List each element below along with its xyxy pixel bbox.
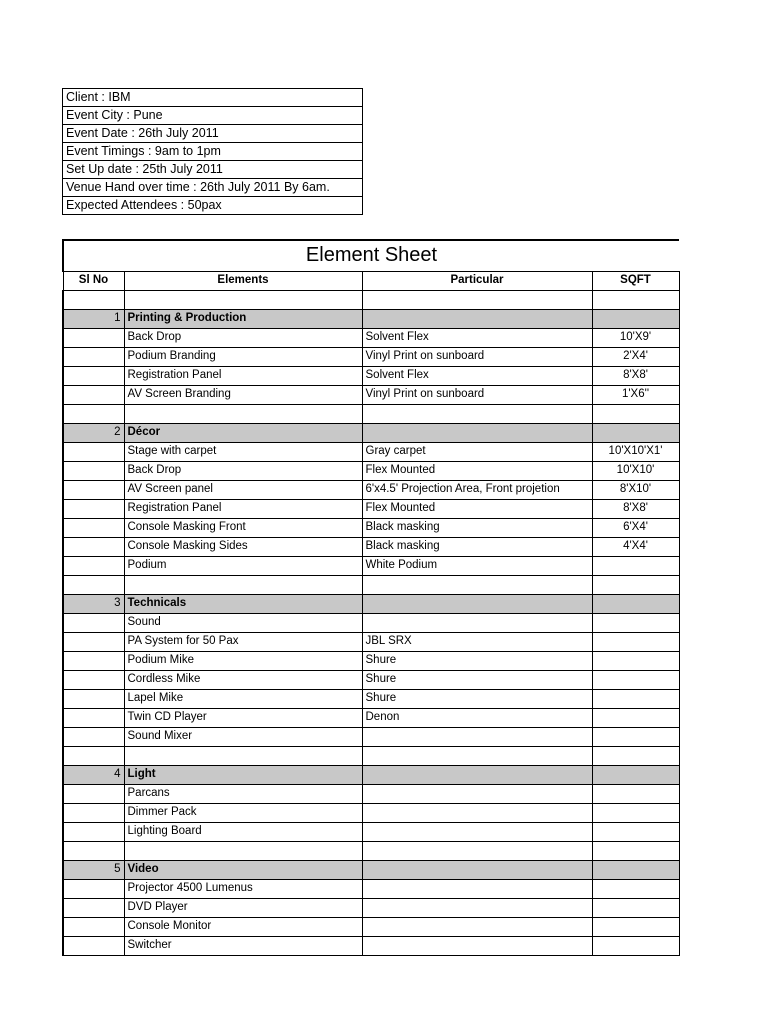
sqft-cell — [592, 879, 679, 898]
sl-no-cell — [63, 841, 124, 860]
sl-no-cell — [63, 328, 124, 347]
section-row — [63, 594, 679, 613]
element-cell: AV Screen Branding — [124, 385, 362, 404]
table-row — [63, 442, 679, 461]
particular-cell: Black masking — [362, 518, 592, 537]
particular-cell — [362, 423, 592, 442]
table-row — [63, 898, 679, 917]
particular-cell — [362, 594, 592, 613]
element-cell: Back Drop — [124, 328, 362, 347]
particular-cell: White Podium — [362, 556, 592, 575]
sqft-cell — [592, 309, 679, 328]
particular-cell: Vinyl Print on sunboard — [362, 385, 592, 404]
particular-cell — [362, 765, 592, 784]
sl-no-cell — [63, 347, 124, 366]
element-cell: Printing & Production — [124, 309, 362, 328]
info-cell: Venue Hand over time : 26th July 2011 By 6am. — [63, 179, 363, 197]
section-row — [63, 765, 679, 784]
particular-cell: Gray carpet — [362, 442, 592, 461]
particular-cell: Flex Mounted — [362, 499, 592, 518]
sqft-cell — [592, 727, 679, 746]
sl-no-cell — [63, 803, 124, 822]
table-row — [63, 784, 679, 803]
col-header-particular: Particular — [362, 271, 592, 290]
element-cell: Podium Branding — [124, 347, 362, 366]
sqft-cell — [592, 784, 679, 803]
table-row — [63, 879, 679, 898]
info-cell: Event Timings : 9am to 1pm — [63, 143, 363, 161]
particular-cell: Shure — [362, 689, 592, 708]
element-cell: Sound — [124, 613, 362, 632]
sl-no-cell: 3 — [63, 594, 124, 613]
sl-no-cell — [63, 518, 124, 537]
sl-no-cell — [63, 917, 124, 936]
sqft-cell — [592, 651, 679, 670]
sqft-cell — [592, 917, 679, 936]
element-cell — [124, 290, 362, 309]
table-row — [63, 480, 679, 499]
sqft-cell: 8'X8' — [592, 499, 679, 518]
sqft-cell — [592, 765, 679, 784]
element-cell: Dimmer Pack — [124, 803, 362, 822]
element-cell: Décor — [124, 423, 362, 442]
table-row — [63, 461, 679, 480]
col-header-sl-no: Sl No — [63, 271, 124, 290]
sqft-cell: 10'X10'X1' — [592, 442, 679, 461]
sqft-cell — [592, 556, 679, 575]
sl-no-cell — [63, 670, 124, 689]
sl-no-cell — [63, 290, 124, 309]
info-cell: Expected Attendees : 50pax — [63, 197, 363, 215]
element-cell: Projector 4500 Lumenus — [124, 879, 362, 898]
element-cell: Back Drop — [124, 461, 362, 480]
element-cell: Sound Mixer — [124, 727, 362, 746]
element-cell — [124, 746, 362, 765]
particular-cell — [362, 575, 592, 594]
particular-cell — [362, 803, 592, 822]
sl-no-cell — [63, 879, 124, 898]
sl-no-cell — [63, 651, 124, 670]
element-cell: Stage with carpet — [124, 442, 362, 461]
table-row — [63, 556, 679, 575]
sl-no-cell — [63, 784, 124, 803]
sl-no-cell — [63, 613, 124, 632]
element-cell: Parcans — [124, 784, 362, 803]
info-row — [63, 179, 363, 197]
sqft-cell — [592, 860, 679, 879]
blank-row — [63, 841, 679, 860]
table-row — [63, 917, 679, 936]
sl-no-cell — [63, 385, 124, 404]
element-cell: Switcher — [124, 936, 362, 955]
sqft-cell — [592, 689, 679, 708]
header-row — [63, 271, 679, 290]
sqft-cell — [592, 803, 679, 822]
sl-no-cell — [63, 480, 124, 499]
table-row — [63, 347, 679, 366]
element-cell — [124, 404, 362, 423]
sqft-cell — [592, 822, 679, 841]
table-row — [63, 499, 679, 518]
sl-no-cell — [63, 366, 124, 385]
info-cell: Set Up date : 25th July 2011 — [63, 161, 363, 179]
element-cell: Cordless Mike — [124, 670, 362, 689]
sl-no-cell: 5 — [63, 860, 124, 879]
sqft-cell — [592, 404, 679, 423]
particular-cell: Solvent Flex — [362, 328, 592, 347]
table-row — [63, 822, 679, 841]
particular-cell: 6'x4.5' Projection Area, Front projetion — [362, 480, 592, 499]
sqft-cell: 2'X4' — [592, 347, 679, 366]
table-row — [63, 632, 679, 651]
sl-no-cell — [63, 556, 124, 575]
table-row — [63, 670, 679, 689]
sqft-cell — [592, 575, 679, 594]
table-row — [63, 518, 679, 537]
element-cell: Podium — [124, 556, 362, 575]
sl-no-cell — [63, 936, 124, 955]
particular-cell — [362, 404, 592, 423]
sqft-cell: 8'X10' — [592, 480, 679, 499]
table-row — [63, 689, 679, 708]
particular-cell: JBL SRX — [362, 632, 592, 651]
sqft-cell: 10'X9' — [592, 328, 679, 347]
sqft-cell — [592, 708, 679, 727]
element-cell: AV Screen panel — [124, 480, 362, 499]
table-row — [63, 537, 679, 556]
sqft-cell — [592, 613, 679, 632]
element-cell: PA System for 50 Pax — [124, 632, 362, 651]
particular-cell — [362, 936, 592, 955]
table-row — [63, 366, 679, 385]
sqft-cell: 10'X10' — [592, 461, 679, 480]
sl-no-cell — [63, 537, 124, 556]
element-cell: Twin CD Player — [124, 708, 362, 727]
particular-cell — [362, 879, 592, 898]
info-row — [63, 89, 363, 107]
sl-no-cell — [63, 499, 124, 518]
element-cell: Console Masking Front — [124, 518, 362, 537]
particular-cell — [362, 290, 592, 309]
sheet-title: Element Sheet — [63, 240, 679, 271]
blank-row — [63, 575, 679, 594]
particular-cell — [362, 917, 592, 936]
element-cell: Lighting Board — [124, 822, 362, 841]
sl-no-cell — [63, 442, 124, 461]
info-row — [63, 197, 363, 215]
col-header-elements: Elements — [124, 271, 362, 290]
sqft-cell — [592, 936, 679, 955]
blank-row — [63, 746, 679, 765]
section-row — [63, 309, 679, 328]
sqft-cell: 1'X6'' — [592, 385, 679, 404]
event-info-table — [62, 88, 363, 215]
blank-row — [63, 290, 679, 309]
element-cell: Console Masking Sides — [124, 537, 362, 556]
particular-cell — [362, 746, 592, 765]
sqft-cell — [592, 670, 679, 689]
sl-no-cell — [63, 746, 124, 765]
section-row — [63, 423, 679, 442]
element-cell: Video — [124, 860, 362, 879]
sl-no-cell — [63, 575, 124, 594]
info-row — [63, 161, 363, 179]
particular-cell — [362, 822, 592, 841]
sl-no-cell — [63, 898, 124, 917]
particular-cell — [362, 727, 592, 746]
particular-cell: Vinyl Print on sunboard — [362, 347, 592, 366]
particular-cell — [362, 309, 592, 328]
table-row — [63, 936, 679, 955]
sqft-cell — [592, 898, 679, 917]
sl-no-cell — [63, 461, 124, 480]
info-cell: Event Date : 26th July 2011 — [63, 125, 363, 143]
element-cell: DVD Player — [124, 898, 362, 917]
particular-cell — [362, 841, 592, 860]
table-row — [63, 803, 679, 822]
sl-no-cell — [63, 404, 124, 423]
element-cell: Technicals — [124, 594, 362, 613]
info-cell: Event City : Pune — [63, 107, 363, 125]
sqft-cell: 6'X4' — [592, 518, 679, 537]
element-cell: Podium Mike — [124, 651, 362, 670]
sqft-cell: 4'X4' — [592, 537, 679, 556]
particular-cell — [362, 860, 592, 879]
sl-no-cell — [63, 689, 124, 708]
sqft-cell — [592, 594, 679, 613]
sqft-cell: 8'X8' — [592, 366, 679, 385]
particular-cell — [362, 898, 592, 917]
element-cell: Registration Panel — [124, 366, 362, 385]
particular-cell: Shure — [362, 651, 592, 670]
table-row — [63, 651, 679, 670]
particular-cell: Solvent Flex — [362, 366, 592, 385]
sqft-cell — [592, 632, 679, 651]
particular-cell — [362, 613, 592, 632]
element-cell — [124, 841, 362, 860]
info-row — [63, 107, 363, 125]
sqft-cell — [592, 746, 679, 765]
sqft-cell — [592, 290, 679, 309]
info-row — [63, 125, 363, 143]
table-row — [63, 708, 679, 727]
particular-cell: Denon — [362, 708, 592, 727]
info-cell: Client : IBM — [63, 89, 363, 107]
col-header-sqft: SQFT — [592, 271, 679, 290]
table-row — [63, 727, 679, 746]
particular-cell: Flex Mounted — [362, 461, 592, 480]
sl-no-cell: 2 — [63, 423, 124, 442]
particular-cell: Shure — [362, 670, 592, 689]
table-row — [63, 385, 679, 404]
blank-row — [63, 404, 679, 423]
sl-no-cell — [63, 822, 124, 841]
sqft-cell — [592, 423, 679, 442]
element-cell: Registration Panel — [124, 499, 362, 518]
sl-no-cell — [63, 632, 124, 651]
particular-cell — [362, 784, 592, 803]
sl-no-cell — [63, 708, 124, 727]
element-cell: Console Monitor — [124, 917, 362, 936]
sqft-cell — [592, 841, 679, 860]
table-row — [63, 328, 679, 347]
sl-no-cell: 1 — [63, 309, 124, 328]
sl-no-cell: 4 — [63, 765, 124, 784]
element-cell — [124, 575, 362, 594]
table-row — [63, 613, 679, 632]
element-cell: Lapel Mike — [124, 689, 362, 708]
sl-no-cell — [63, 727, 124, 746]
particular-cell: Black masking — [362, 537, 592, 556]
info-row — [63, 143, 363, 161]
element-sheet-table — [62, 239, 680, 956]
element-cell: Light — [124, 765, 362, 784]
section-row — [63, 860, 679, 879]
